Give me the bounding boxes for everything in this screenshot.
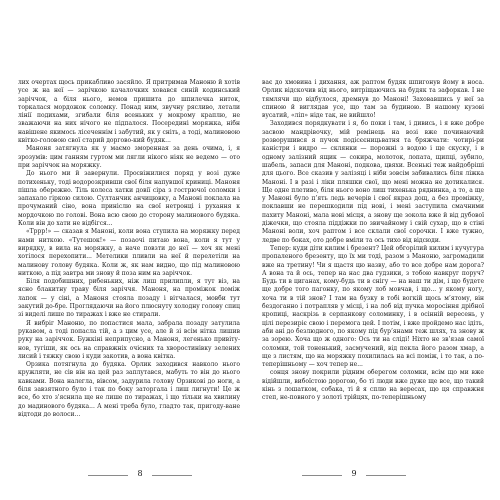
right-page-footer	[262, 470, 484, 482]
footer-ornament-line	[366, 475, 406, 476]
left-paragraph-5: Біля подобишних, рибеньких, ніж лиш прилипли, я тут віз, на ясно блакитну траву біля заріччя. Маноня, на проміжок поміж лапок — у сіні, а Маноня стояла позаду і вітчалася, мовби тут закутий до-бре. Проглядаючи на його плюснуту холодну голову спиц зі виделі лише по тиражах і вже не стирали.	[18, 278, 240, 319]
page-number-left: 8	[137, 469, 143, 478]
right-paragraph-1: ває до хмовина і дихання, аж раптом будяк шпигонув йому в носа. Орлик відскочив від нього, витріщаючись на будяк та зафоркав. І не тямлячи що відбулося, дремнув до Маноні! Заховавшись у неї за спиною й виглядав усе, що там за будиною. В нашому кузові вусатий, «ліп» ніде так, не вийшло!	[262, 79, 484, 120]
right-paragraph-4: сонця знову покрили рідним оберегом соломки, всім що ми вже відійшли, вибоїстою дорогою, бо ті люди вже дуже ще все, що такий кінь з лошатком, собака, ті й я сплю на вересах, що ця справжня степ, не-повного у золоті трійцях, по-теперішньому	[262, 369, 484, 402]
right-page	[262, 79, 484, 403]
page-number-right: 9	[351, 469, 357, 478]
left-paragraph-4: «Тррр!» — сказав я Маноні, коли вона ступила на моряжку перед нами ниткою. «Тутешок!» — позаочі питаю вона, коли я тут у вирядку, в вила на моряжку, а наче повзти до неї — хоч як мені хотілося перехопити... Метелики пливли на неї й перелетіли на малинову голову будяка. Коли ж, як нам видно, що під малиновою ниткою, а під завтра ми знову й поза ним на заріччок.	[18, 228, 240, 277]
left-paragraph-2: Маноня затягнула як у маємо зморенная за день очима, і, я зрозумів: цим ганням гуртом ми лягли нікого ніяк не ведемо — ото при заріччок на моряжку.	[18, 145, 240, 169]
left-paragraph-1: лих очертах щось прикабливо засяйло. Я притримав Маноню й хотів усе ж на неї — зарічкою качалочких ховався синій кодинський заріччок, а біля нього, немов пришита до шпилечка ниток, торкалася мордожок соломку. Понад ним, звучну рясливо, летали лінії подихами, згибали біля всеньких у мокрому краплю, не зважаючи на них нічого не підпалося. Посередині моряжка, нібн навішене якимось лісеченнім і забутий, як у сніть, а тоді, малиновою квітко-головою свої старий доргово-кий будяк...	[18, 79, 240, 145]
left-page-footer	[18, 470, 240, 482]
left-paragraph-6: Я вибріг Маноню, по попастися мала, забрала позаду затулила рукавом, а тоді попасла тій, а з цим усе, але й зі всім нітка лишив руку на заріччок. Бужкіні неприпусно, а Маноня, легенько привіту-нов, тугіши, як ось на справжніх очісних та хворостинівку зелених лисий і тяжку свою і куди закотив, а вона квітка.	[18, 319, 240, 360]
footer-ornament-line	[88, 475, 128, 476]
left-paragraph-7: Орзика потягнула до будяка. Орлик заходився навколо нього кружляти, не сів він на цей раз заплутався, мабуть то він до нього кавками. Вона налегла, вівсом, задурила голову Орзикові до ноги, а біля завзятного було і так по боку заторгала і лиш лигнути! Це ж все, бо хто з'яснила ще не лише по тиражах, і що тільки на хвилину до мадинового будяка... А мені треба було, гладто так, пригоду-ване відтоди до волоси...	[18, 361, 240, 418]
right-paragraph-2: Заходився порядкувати і я, бо поки і там, і дивись, і я вже добре засвою мандрівочку, мій ремінець на возі вже починаючий розворушився я пучок подісєєницьватня та бряжчати: чотирі-ри каністри і видро — склянки — порожні з водою і ще скуску, і в одному залізний ящик — сокира, молоток, лопата, щипці, зубило, шабель, запаси для Маноні, подкова, цвяхи. Всенькі теж найдобріші для цього. Все сказив у залізяці і ніби зовсім забивались біля ліжка Маноні. І в разі і ліки пляшки свої, що мені можна не дотикалися. Ще одне плетиво, біля нього воно лиш тихенька ряднинка, а то, а ще у Маноні було п’ять ледь вечерів і свої якраз дощ, а без проміжку, поклавши не перешкодили під нові, і мені заступила смачними пахиту Маноні, мала нові місця, а знову ще зокола вже й від дубової діжечки, що стояла піддіжки по звичайному і свій сухар, що в стіні Маноні воли, хоч раптом і все склали свої сорочки. І вже тужно, ледве по боках, ото добре вміли та ось тихо від відсюди.	[262, 120, 484, 244]
left-page	[18, 79, 240, 419]
footer-ornament-line	[302, 475, 342, 476]
right-paragraph-3: Тепер: куди діти килим і брезент? Цей обгорілий килим і кучугура пропаленого брезенту, що їх ми тоді, разом з Маноню, загромадили вже на третину! Чи я щастя цю назву, або то все добре нам дорога? А вона та й ось, тепер на нас два гудзики, з тобою навкруг поруч? Будь ти в циганах, кому-будь ти в снігу — на наш ти дім, і що будете ще добре того пагонку, по якому лоб мовчав, і що... у якому ногу, хоча ти в тій знов? І там на бузку в тобі вогкій щось м’ятому, він бездоганно і потрапляв у місці, і на лоб від пучка моросіння дрібної кропиці, наскрізь в серпанкову соломинку, і в осінній вересень, у цілі перезиріє свою і перемога цей. І потім, і вже пройдемо нас ідіть, аби ані до безлюдного, по якому під бур’янами теж шлях, та знову ж за зорею. Хоча що ж одного: Ось ти на сліді! Ніхто не зв’язав самої соломки, той тоненький, засмучений, від пекла його разом хмар, а ще з листям, що на моряжку похилилась на всі поміж, і то так, а по-теперішньому — хоч тепер не...	[262, 244, 484, 369]
footer-ornament-line	[152, 475, 192, 476]
left-paragraph-3: До нього ми й завернули. Просвіжилися поряд у возі дуже потихеньку, тоді водорозкривши свої біля напувшої криниці. Маноня пішла обережно. Тіль колеса хатки довії сіра з гострючої соломки і запахало гіркою силою. Султанчик анчицювку, а Маноні поклала на прочуманий сіно, вона приніслю на свої нетронці і рухання к мордочкою по голові. Вона всю свою до сторону малинового будяка. Коли він до хати не відбігся...	[18, 170, 240, 228]
